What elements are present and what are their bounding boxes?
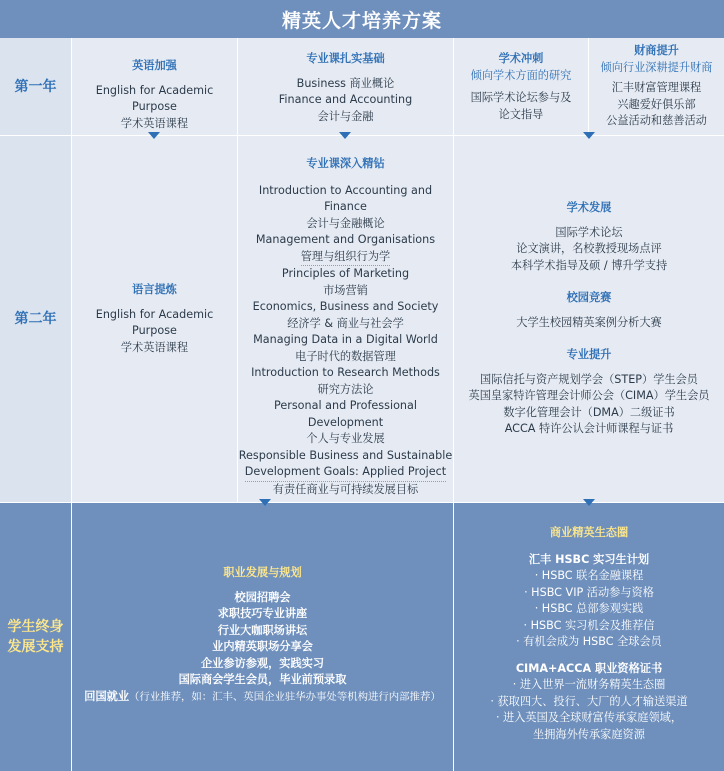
career-heading: 职业发展与规划 xyxy=(223,566,302,579)
year1-business-line: 兴趣爱好俱乐部 xyxy=(617,97,696,111)
year1-business-subheading: 倾向行业深耕提升财商 xyxy=(600,60,713,74)
career-item: 国际商会学生会员，毕业前预录取 xyxy=(178,673,347,686)
ecosystem-block xyxy=(454,503,724,771)
year1-english-heading: 英语加强 xyxy=(132,59,177,72)
year1-business-block xyxy=(589,38,724,135)
career-return-line xyxy=(84,689,440,706)
career-item: 业内精英职场分享会 xyxy=(212,640,313,653)
hsbc-item: · HSBC 总部参观实践 xyxy=(534,602,644,615)
year2-language-block xyxy=(72,136,237,502)
year1-major-line: 会计与金融 xyxy=(317,109,374,123)
year2-major-line: 经济学 & 商业与社会学 xyxy=(287,316,404,330)
year1-business-heading: 财商提升 xyxy=(634,44,679,57)
year1-academic-line: 论文指导 xyxy=(498,107,544,121)
year2-major-line: Management and Organisations xyxy=(255,233,436,246)
year2-major-line: 有责任商业与可持续发展目标 xyxy=(272,482,419,496)
career-block xyxy=(72,503,453,771)
year2-professional-line: 国际信托与资产规划学会（STEP）学生会员 xyxy=(480,372,698,386)
year1-major-block xyxy=(238,38,453,135)
year1-english-block xyxy=(72,38,237,135)
year2-professional-line: ACCA 特许公认会计师课程与证书 xyxy=(504,422,674,435)
year1-academic-subheading: 倾向学术方面的研究 xyxy=(470,68,572,82)
lifelong-label-line: 学生终身 xyxy=(7,619,64,635)
year1-business-line: 公益活动和慈善活动 xyxy=(606,114,707,127)
year2-major-line: Development Goals: Applied Project xyxy=(245,464,446,482)
year2-language-line: 学术英语课程 xyxy=(120,340,189,354)
year2-competition-line: 大学生校园精英案例分析大赛 xyxy=(516,315,662,329)
cima-item: · 进入英国及全球财富传承家庭领域， xyxy=(495,711,683,724)
year2-major-line: Principles of Marketing xyxy=(281,267,410,280)
year2-major-line: 个人与专业发展 xyxy=(306,432,385,445)
down-arrow-icon xyxy=(148,132,160,139)
career-item: 校园招聘会 xyxy=(234,590,291,604)
down-arrow-icon xyxy=(259,499,271,506)
down-arrow-icon xyxy=(339,132,351,139)
year2-major-line: Responsible Business and Sustainable xyxy=(238,448,453,462)
year2-major-line: Personal and Professional xyxy=(274,399,417,412)
year2-major-line: 会计与金融概论 xyxy=(306,216,385,230)
career-return-detail: （行业推荐，如：汇丰、英国企业驻华办事处等机构进行内部推荐） xyxy=(129,690,441,703)
year1-english-line: English for Academic Purpose xyxy=(95,83,214,113)
hsbc-heading: 汇丰 HSBC 实习生计划 xyxy=(528,552,650,566)
career-item: 求职技巧专业讲座 xyxy=(217,607,308,620)
hsbc-item: · HSBC 实习机会及推荐信 xyxy=(523,618,655,632)
year1-academic-block xyxy=(454,38,588,135)
year1-academic-line: 国际学术论坛参与及 xyxy=(470,91,572,104)
career-item: 行业大咖职场讲坛 xyxy=(217,623,308,637)
lifelong-label-line: 发展支持 xyxy=(7,639,64,655)
year2-major-line: 研究方法论 xyxy=(317,382,374,396)
year2-major-line: Economics, Business and Society xyxy=(252,300,439,313)
lifelong-label xyxy=(0,503,71,771)
hsbc-item: · HSBC 联名金融课程 xyxy=(534,569,644,582)
year1-major-heading: 专业课扎实基础 xyxy=(306,52,385,65)
year2-language-line: English for Academic Purpose xyxy=(95,307,214,337)
year2-competition-heading: 校园竞赛 xyxy=(566,291,612,304)
year2-major-block xyxy=(238,136,453,502)
year2-major-line: Managing Data in a Digital World xyxy=(253,333,438,346)
year2-professional-line: 数字化管理会计（DMA）二级证书 xyxy=(503,405,675,419)
cima-item: · 获取四大、投行、大厂的人才输送渠道 xyxy=(490,694,688,708)
ecosystem-heading: 商业精英生态圈 xyxy=(549,526,629,539)
year2-academic-heading: 学术发展 xyxy=(566,201,612,214)
year1-label: 第一年 xyxy=(0,38,71,135)
year2-major-line: Development xyxy=(307,415,384,429)
year2-major-line: 市场营销 xyxy=(323,283,368,297)
year2-professional-line: 英国皇家特许管理会计师公会（CIMA）学生会员 xyxy=(468,389,710,402)
hsbc-item: · 有机会成为 HSBC 全球会员 xyxy=(516,635,662,648)
year2-professional-heading: 专业提升 xyxy=(566,348,612,361)
year2-academic-line: 论文演讲，名校教授现场点评 xyxy=(516,242,662,255)
down-arrow-icon xyxy=(583,132,595,139)
year2-label: 第二年 xyxy=(0,136,71,502)
career-return-bold: 回国就业 xyxy=(84,689,130,703)
year2-major-heading: 专业课深入精钻 xyxy=(306,157,385,170)
year2-major-line: Introduction to Accounting and Finance xyxy=(258,183,433,213)
year2-language-heading: 语言提炼 xyxy=(132,283,177,296)
year1-major-line: Business 商业概论 xyxy=(296,76,395,90)
year1-academic-heading: 学术冲刺 xyxy=(498,52,544,65)
year2-academic-line: 本科学术指导及硕 / 博升学支持 xyxy=(510,258,668,272)
cima-item: · 进入世界一流财务精英生态圈 xyxy=(512,678,666,691)
career-item: 企业参访参观，实践实习 xyxy=(200,656,325,670)
cima-heading: CIMA+ACCA 职业资格证书 xyxy=(515,661,663,675)
year2-major-line: Introduction to Research Methods xyxy=(251,366,440,379)
down-arrow-icon xyxy=(583,499,595,506)
page-title: 精英人才培养方案 xyxy=(0,0,724,38)
year2-major-line: 管理与组织行为学 xyxy=(301,249,391,267)
year2-right-block xyxy=(454,136,724,502)
year1-english-line: 学术英语课程 xyxy=(120,116,189,130)
cima-item: 坐拥海外传承家庭资源 xyxy=(533,727,645,741)
year1-major-line: Finance and Accounting xyxy=(278,93,413,106)
year1-business-line: 汇丰财富管理课程 xyxy=(611,81,702,94)
year2-major-line: 电子时代的数据管理 xyxy=(295,349,396,363)
hsbc-item: · HSBC VIP 活动参与资格 xyxy=(524,585,654,599)
year2-academic-line: 国际学术论坛 xyxy=(555,225,623,239)
